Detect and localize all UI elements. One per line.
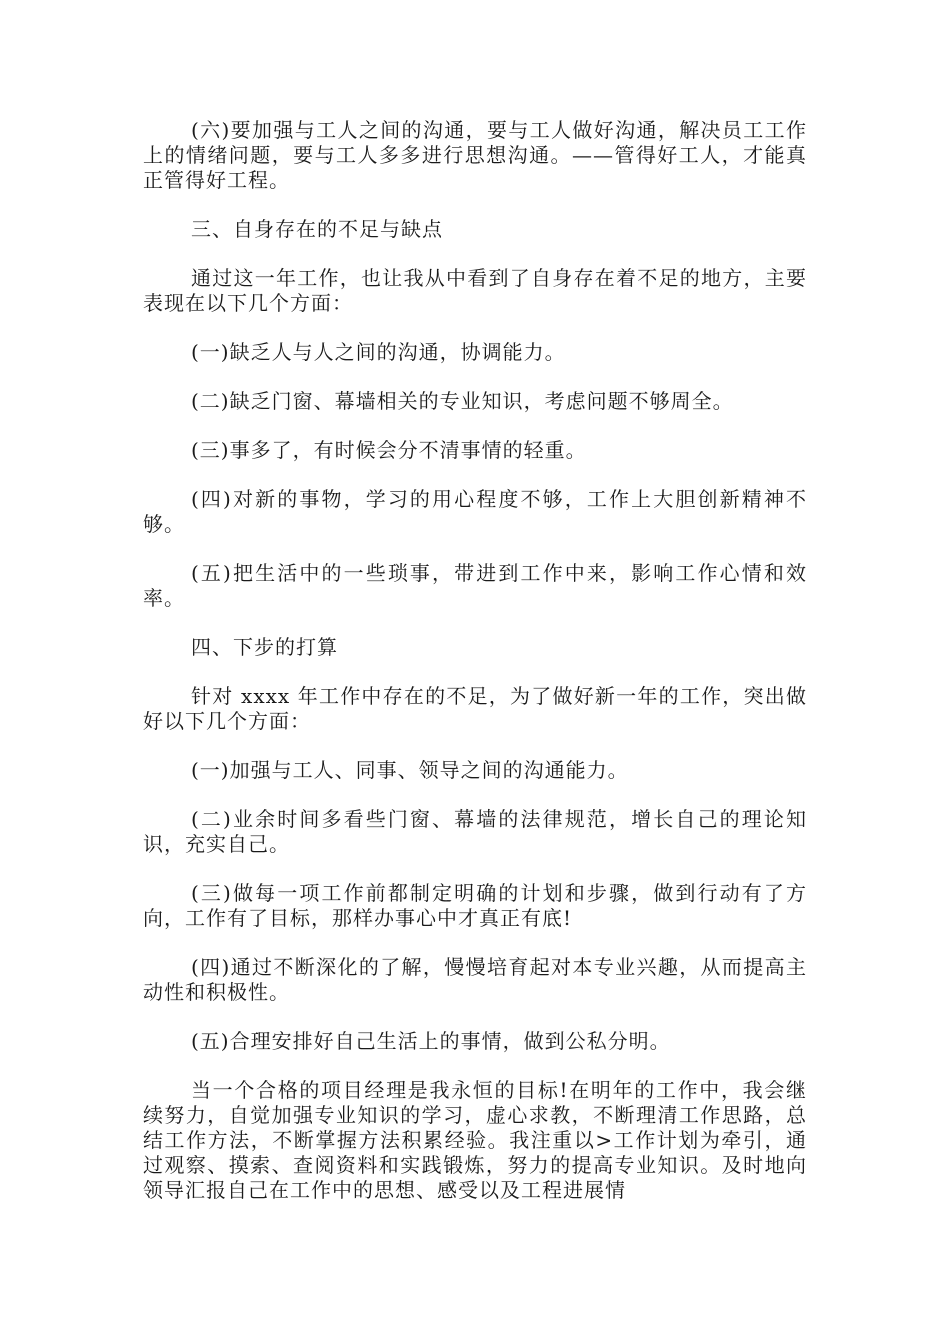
section-heading-shortcomings: 三、自身存在的不足与缺点 bbox=[191, 217, 443, 241]
list-item-shortcoming-2: (二)缺乏门窗、幕墙相关的专业知识，考虑问题不够周全。 bbox=[191, 389, 734, 413]
paragraph-next-steps-intro: 针对 xxxx 年工作中存在的不足，为了做好新一年的工作，突出做好以下几个方面： bbox=[143, 684, 807, 733]
list-item-plan-1: (一)加强与工人、同事、领导之间的沟通能力。 bbox=[191, 758, 629, 782]
list-item-shortcoming-1: (一)缺乏人与人之间的沟通，协调能力。 bbox=[191, 340, 566, 364]
list-item-shortcoming-4: (四)对新的事物，学习的用心程度不够，工作上大胆创新精神不够。 bbox=[143, 487, 807, 536]
section-heading-next-steps: 四、下步的打算 bbox=[191, 635, 338, 659]
list-item-plan-5: (五)合理安排好自己生活上的事情，做到公私分明。 bbox=[191, 1029, 671, 1053]
paragraph-communication-workers: (六)要加强与工人之间的沟通，要与工人做好沟通，解决员工工作上的情绪问题，要与工人多多进行思想沟通。——管得好工人，才能真正管得好工程。 bbox=[143, 118, 807, 192]
list-item-shortcoming-3: (三)事多了，有时候会分不清事情的轻重。 bbox=[191, 438, 587, 462]
list-item-plan-2: (二)业余时间多看些门窗、幕墙的法律规范，增长自己的理论知识，充实自己。 bbox=[143, 807, 807, 856]
document-body bbox=[143, 118, 807, 1203]
paragraph-shortcomings-intro: 通过这一年工作，也让我从中看到了自身存在着不足的地方，主要表现在以下几个方面： bbox=[143, 266, 807, 315]
list-item-plan-4: (四)通过不断深化的了解，慢慢培育起对本专业兴趣，从而提高主动性和积极性。 bbox=[143, 955, 807, 1004]
paragraph-closing-goal: 当一个合格的项目经理是我永恒的目标!在明年的工作中，我会继续努力，自觉加强专业知识的学习，虚心求教，不断理清工作思路，总结工作方法，不断掌握方法积累经验。我注重以>工作计划为牵引，通过观察、摸索、查阅资料和实践锻炼，努力的提高专业知识。及时地向领导汇报自己在工作中的思想、感受以及工程进展情 bbox=[143, 1078, 807, 1202]
list-item-shortcoming-5: (五)把生活中的一些琐事，带进到工作中来，影响工作心情和效率。 bbox=[143, 561, 807, 610]
list-item-plan-3: (三)做每一项工作前都制定明确的计划和步骤，做到行动有了方向，工作有了目标，那样办事心中才真正有底! bbox=[143, 881, 807, 930]
